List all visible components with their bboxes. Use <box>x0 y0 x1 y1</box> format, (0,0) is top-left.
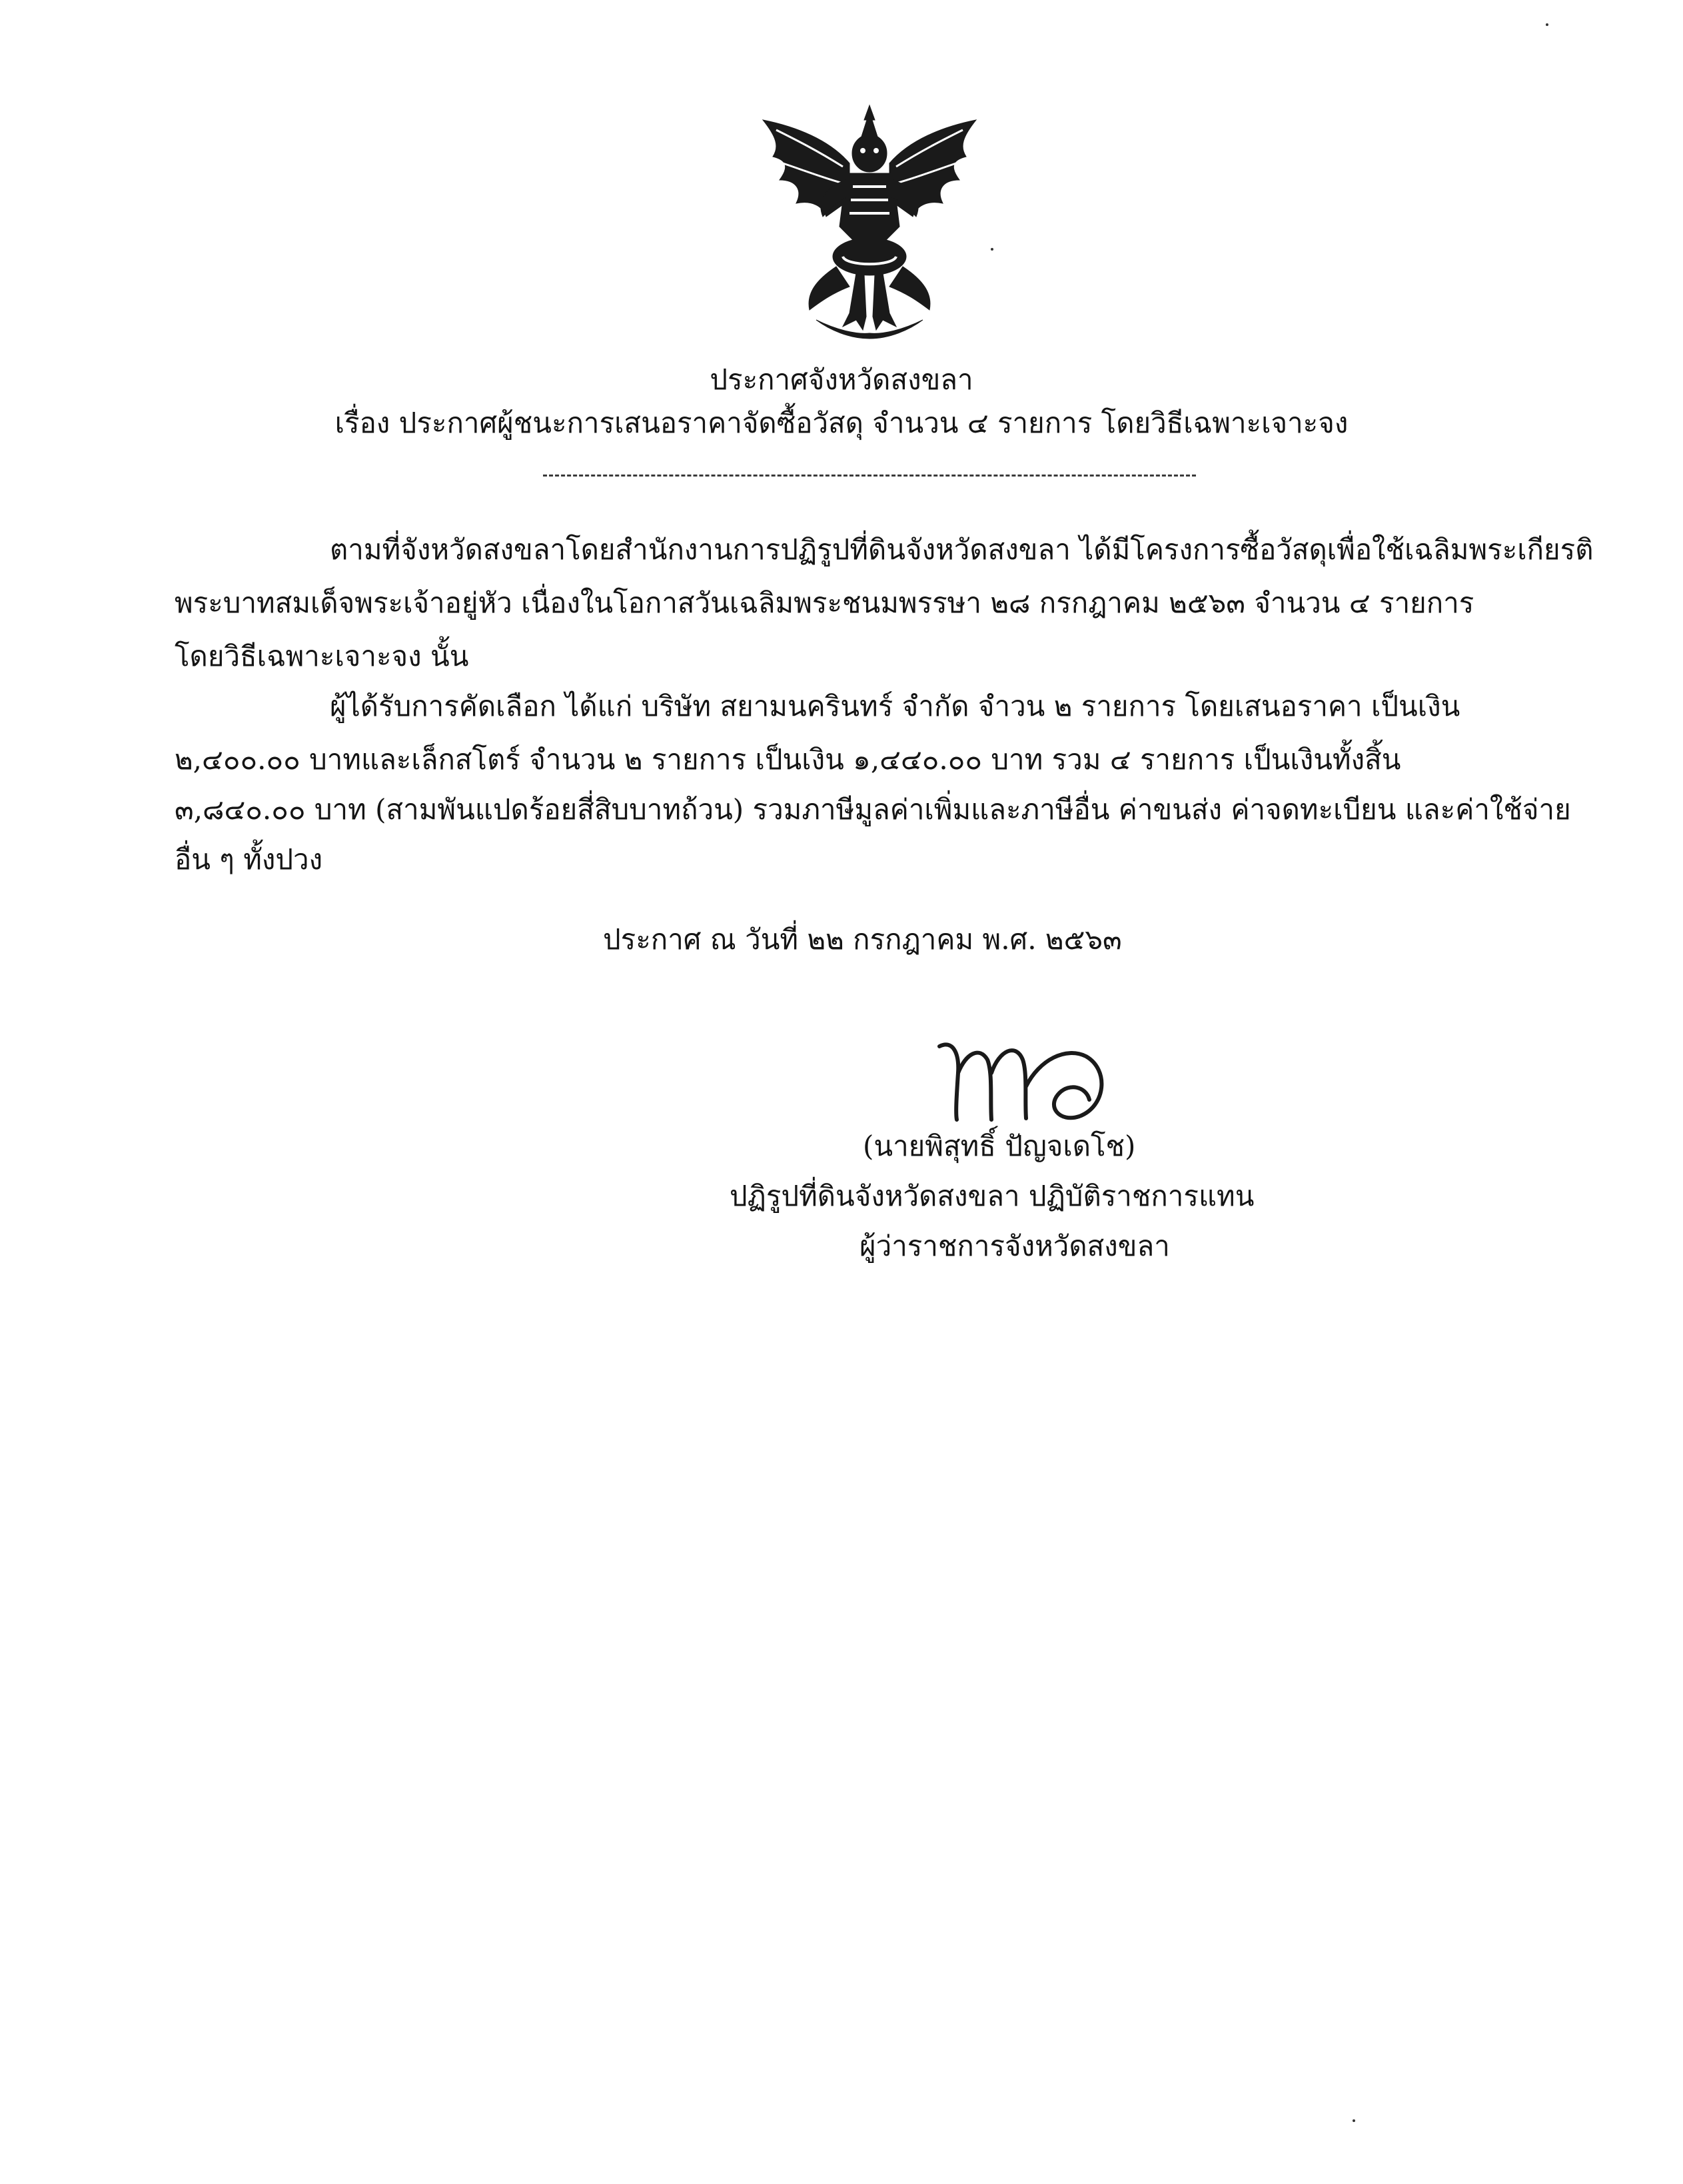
handwritten-signature <box>926 1020 1139 1133</box>
paragraph-1-line-1: ตามที่จังหวัดสงขลาโดยสำนักงานการปฏิรูปที่ดินจังหวัดสงขลา ได้มีโครงการซื้อวัสดุเพื่อใช้เฉลิมพระเกียรติ <box>330 533 1594 566</box>
garuda-emblem-icon <box>750 100 989 340</box>
paragraph-1-line-3: โดยวิธีเฉพาะเจาะจง นั้น <box>175 640 469 672</box>
paragraph-2-line-2: ๒,๔๐๐.๐๐ บาทและเล็กสโตร์ จำนวน ๒ รายการ เป็นเงิน ๑,๔๔๐.๐๐ บาท รวม ๔ รายการ เป็นเงินทั้งสิ้น <box>175 743 1401 776</box>
signer-position-line-2: ผู้ว่าราชการจังหวัดสงขลา <box>859 1230 1170 1262</box>
scan-speck <box>1353 2119 1355 2122</box>
scan-speck <box>1546 23 1548 26</box>
scan-speck <box>991 248 993 251</box>
paragraph-2-line-3: ๓,๘๔๐.๐๐ บาท (สามพันแปดร้อยสี่สิบบาทถ้วน) รวมภาษีมูลค่าเพิ่มและภาษีอื่น ค่าขนส่ง ค่าจดทะเบียน และค่าใช้จ่าย <box>175 793 1571 826</box>
document-title: ประกาศจังหวัดสงขลา <box>710 363 973 396</box>
document-subject: เรื่อง ประกาศผู้ชนะการเสนอราคาจัดซื้อวัสดุ จำนวน ๔ รายการ โดยวิธีเฉพาะเจาะจง <box>334 407 1349 439</box>
paragraph-2-line-1: ผู้ได้รับการคัดเลือก ได้แก่ บริษัท สยามนครินทร์ จำกัด จำวน ๒ รายการ โดยเสนอราคา เป็นเงิน <box>330 690 1460 722</box>
signer-name: (นายพิสุทธิ์ ปัญจเดโช) <box>863 1130 1136 1162</box>
paragraph-2-line-4: อื่น ๆ ทั้งปวง <box>175 843 323 876</box>
signer-position-line-1: ปฏิรูปที่ดินจังหวัดสงขลา ปฏิบัติราชการแทน <box>730 1180 1255 1212</box>
announcement-date: ประกาศ ณ วันที่ ๒๒ กรกฎาคม พ.ศ. ๒๕๖๓ <box>603 923 1122 956</box>
dashed-divider <box>543 475 1196 477</box>
paragraph-1-line-2: พระบาทสมเด็จพระเจ้าอยู่หัว เนื่องในโอกาสวันเฉลิมพระชนมพรรษา ๒๘ กรกฎาคม ๒๕๖๓ จำนวน ๔ รายการ <box>175 586 1474 619</box>
